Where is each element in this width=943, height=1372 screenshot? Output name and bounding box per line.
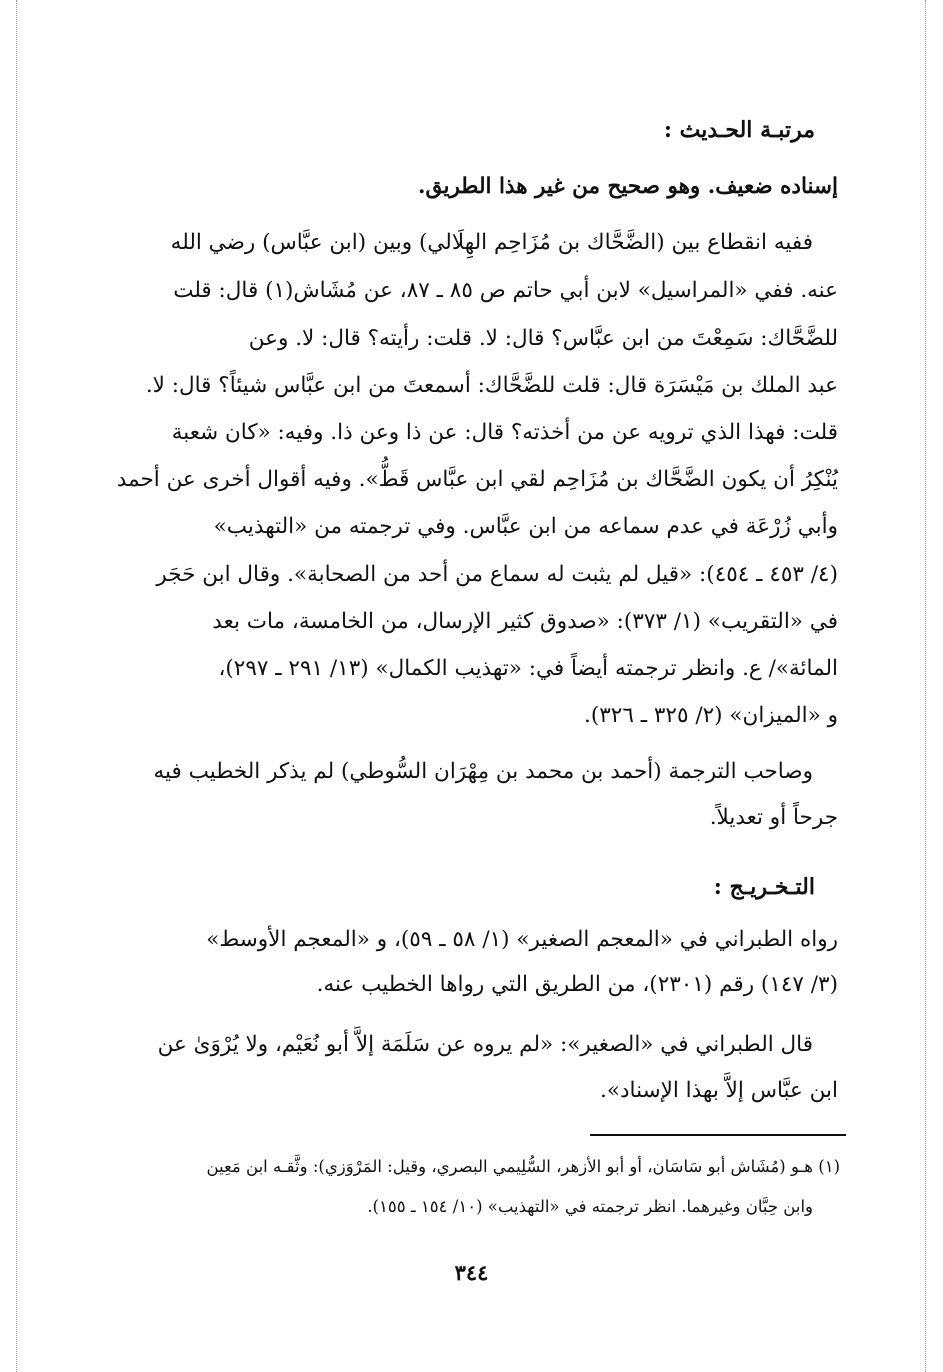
analysis-line: ففيه انقطاع بين (الضَّحَّاك بن مُزَاحِم الهِلَالي) وبين (ابن عبَّاس) رضي الله	[170, 230, 813, 255]
analysis-line: (٤/ ٤٥٣ ـ ٤٥٤): «قيل لم يثبت له سماع من أحد من الصحابة». وقال ابن حَجَر	[156, 562, 838, 587]
narrator-line: وصاحب الترجمة (أحمد بن محمد بن مِهْرَان السُّوطي) لم يذكر الخطيب فيه	[153, 759, 813, 784]
takhrij-line: (٣/ ١٤٧) رقم (٢٣٠١)، من الطريق التي رواها الخطيب عنه.	[316, 972, 838, 997]
takhrij-line: ابن عبَّاس إلاَّ بهذا الإسناد».	[599, 1078, 838, 1103]
analysis-line: قلت: فهذا الذي ترويه عن من أخذته؟ قال: عن ذا وعن ذا. وفيه: «كان شعبة	[171, 420, 838, 445]
analysis-line: في «التقريب» (١/ ٣٧٣): «صدوق كثير الإرسال، من الخامسة، مات بعد	[212, 609, 838, 634]
page-edge-left	[16, 0, 17, 1372]
analysis-line: و «الميزان» (٢/ ٣٢٥ ـ ٣٢٦).	[584, 703, 838, 728]
page-number: ٣٤٤	[454, 1260, 489, 1285]
section-heading-takhrij: التـخـريـج :	[713, 874, 815, 900]
takhrij-line: قال الطبراني في «الصغير»: «لم يروه عن سَلَمَة إلاَّ أبو نُعَيْم، ولا يُرْوَىٰ عن	[157, 1032, 813, 1057]
analysis-line: للضَّحَّاك: سَمِعْتَ من ابن عبَّاس؟ قال: لا. قلت: رأيته؟ قال: لا. وعن	[248, 326, 838, 351]
analysis-line: عنه. ففي «المراسيل» لابن أبي حاتم ص ٨٥ ـ ٨٧، عن مُشَاش(١) قال: قلت	[173, 278, 838, 303]
grade-text: إسناده ضعيف. وهو صحيح من غير هذا الطريق.	[418, 174, 838, 199]
analysis-line: يُنْكِرُ أن يكون الضَّحَّاك بن مُزَاحِم لقي ابن عبَّاس قَطُّ». وفيه أقوال أخرى عن أحمد	[116, 467, 838, 492]
footnote-line: (١) هـو (مُشَاش أبو سَاسَان، أو أبو الأزهر، السُّلِيمي البصري، وقيل: المَرْوَزي): وثَّقـه ابن مَعِين	[206, 1157, 840, 1176]
narrator-line: جرحاً أو تعديلاً.	[709, 805, 838, 830]
takhrij-line: رواه الطبراني في «المعجم الصغير» (١/ ٥٨ ـ ٥٩)، و «المعجم الأوسط»	[206, 927, 838, 952]
footnote-separator	[590, 1134, 846, 1136]
analysis-line: وأبي زُرْعَة في عدم سماعه من ابن عبَّاس. وفي ترجمته من «التهذيب»	[213, 514, 838, 539]
analysis-line: عبد الملك بن مَيْسَرَة قال: قلت للضَّحَّاك: أسمعتَ من ابن عبَّاس شيئاً؟ قال: لا.	[145, 373, 838, 398]
page-edge-right	[925, 0, 926, 1372]
section-heading-grade: مرتبـة الحـديث :	[663, 117, 815, 143]
footnote-line: وابن حِبَّان وغيرهما. انظر ترجمته في «التهذيب» (١٠/ ١٥٤ ـ ١٥٥).	[367, 1197, 813, 1216]
analysis-line: المائة»/ ع. وانظر ترجمته أيضاً في: «تهذيب الكمال» (١٣/ ٢٩١ ـ ٢٩٧)،	[218, 656, 838, 681]
